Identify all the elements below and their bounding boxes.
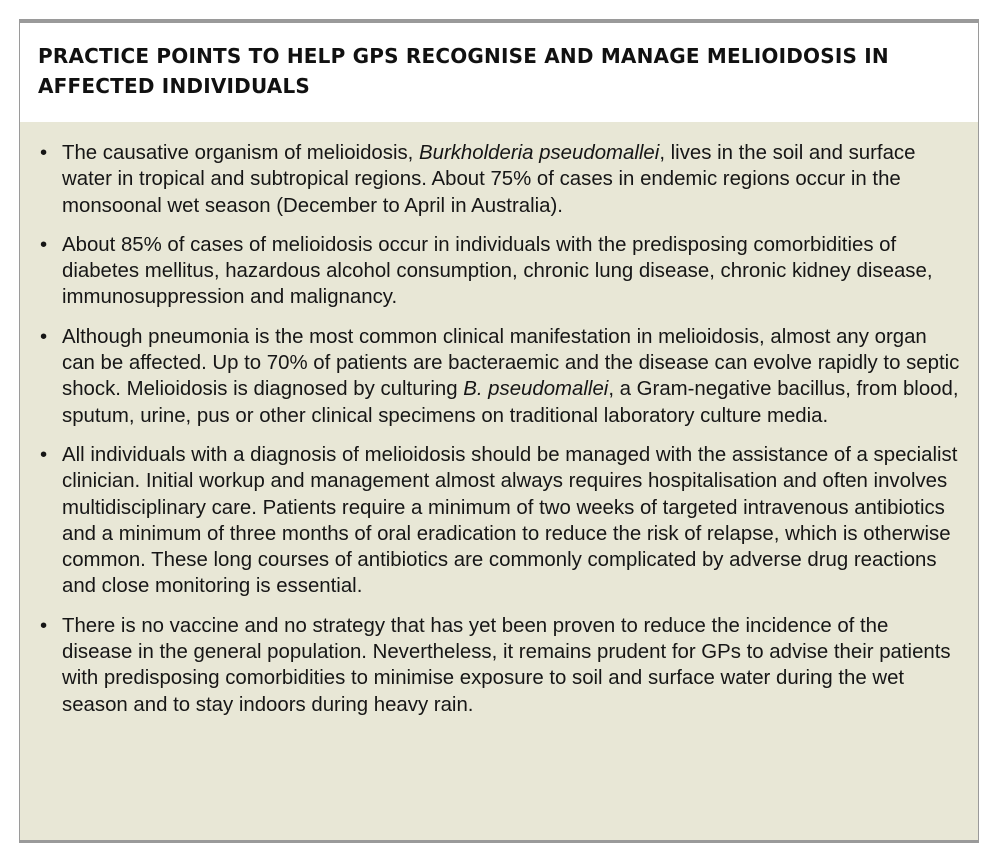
practice-point-5 [38,613,964,718]
bullet-icon: • [40,443,48,466]
point-text: There is no vaccine and no strategy that has yet been proven to reduce the incidence of the disease in the general population. Nevertheless, it remains prudent for GPs to advise their patients with predisposing comorbidities to minimise exposure to soil and surface water during the wet season and to stay indoors during heavy rain. [62,614,951,716]
bullet-icon: • [40,233,48,256]
organism-name: B. pseudomallei [463,378,609,401]
box-title: PRACTICE POINTS TO HELP GPS RECOGNISE AND MANAGE MELIOIDOSIS IN AFFECTED INDIVIDUALS [38,44,889,98]
box-body [20,122,978,840]
practice-point-4 [38,442,964,600]
point-text: , lives in the soil and surface water in tropical and subtropical regions. About 75% of cases in endemic regions occur in the monsoonal wet season (December to April in Australia). [62,142,916,217]
bullet-icon: • [40,614,48,637]
practice-point-3 [38,324,964,429]
practice-points-box [19,19,979,843]
point-text: About 85% of cases of melioidosis occur in individuals with the predisposing comorbidities of diabetes mellitus, hazardous alcohol consumption, chronic lung disease, chronic kidney disease, immunosuppression and malignancy. [62,233,933,309]
practice-point-1 [38,140,964,219]
box-header [20,23,978,118]
practice-points-list [38,140,964,718]
point-text: The causative organism of melioidosis, [62,142,419,164]
point-text: All individuals with a diagnosis of melioidosis should be managed with the assistance of a specialist clinician. Initial workup and management almost always requires hospitalisation and often involves multidisciplinary care. Patients require a minimum of two weeks of targeted intravenous antibiotics and a minimum of three months of oral eradication to reduce the risk of relapse, which is otherwise common. These long courses of antibiotics are commonly complicated by adverse drug reactions and close monitoring is essential. [62,443,958,598]
organism-name: Burkholderia pseudomallei [419,142,660,164]
bullet-icon: • [40,142,48,164]
bullet-icon: • [40,325,48,348]
point-text: Although pneumonia is the most common clinical manifestation in melioidosis, almost any organ can be affected. Up to 70% of patients are bacteraemic and the disease can evolve rapidly to septic shock. Melioidosis is diagnosed by culturing [62,325,960,401]
practice-point-2 [38,232,964,311]
point-text: , a Gram-negative bacillus, from blood, sputum, urine, pus or other clinical specimens on traditional laboratory culture media. [62,378,959,427]
